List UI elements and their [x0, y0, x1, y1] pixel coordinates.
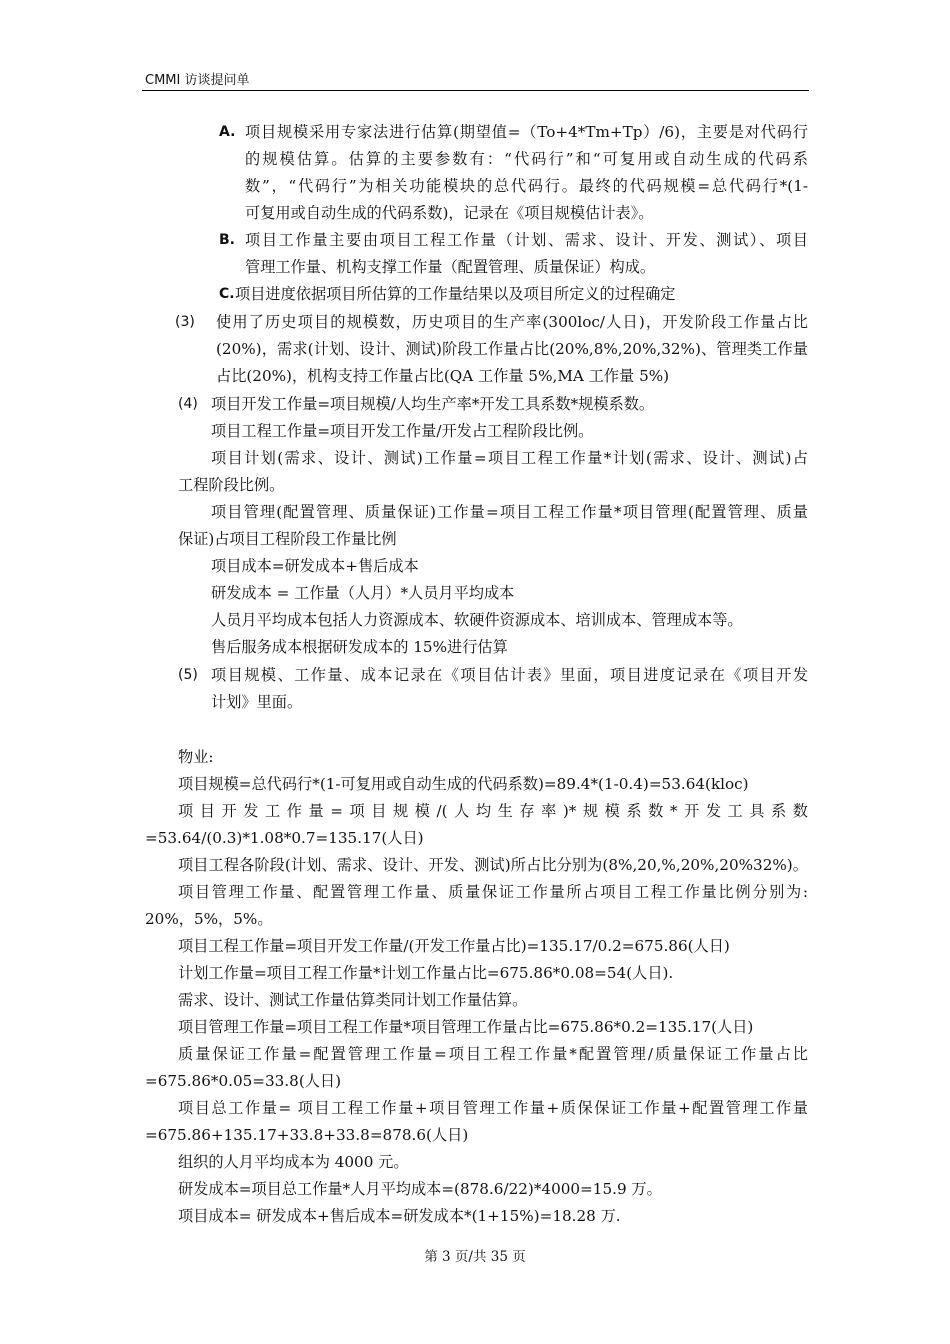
- page-number: 第 3 页/共 35 页: [424, 1249, 526, 1265]
- item-4-line: 保证)占项目工程阶段工作量比例: [178, 530, 397, 548]
- item-b-line: 项目工作量主要由项目工程工作量（计划、需求、设计、开发、测试）、项目: [245, 231, 808, 249]
- example-line: 研发成本=项目总工作量*人月平均成本=(878.6/22)*4000=15.9 万。: [178, 1180, 662, 1198]
- example-line: =53.64/(0.3)*1.08*0.7=135.17(人日): [145, 829, 424, 847]
- example-line: 计划工作量=项目工程工作量*计划工作量占比=675.86*0.08=54(人日).: [178, 964, 674, 982]
- item-4-line: 项目成本=研发成本+售后成本: [211, 557, 419, 575]
- item-a-line: 项目规模采用专家法进行估算(期望值=（To+4*Tm+Tp）/6)，主要是对代码行: [245, 123, 808, 141]
- item-4-line: 人员月平均成本包括人力资源成本、软硬件资源成本、培训成本、管理成本等。: [211, 611, 743, 629]
- example-line: 项目管理工作量、配置管理工作量、质量保证工作量所占项目工程工作量比例分别为:: [178, 883, 808, 901]
- page-footer: [0, 1248, 950, 1266]
- item-5-label: (5): [178, 667, 198, 683]
- item-b-line: 管理工作量、机构支撑工作量（配置管理、质量保证）构成。: [245, 258, 656, 276]
- item-5-line: 计划》里面。: [211, 693, 303, 711]
- item-4-line: 售后服务成本根据研发成本的 15%进行估算: [211, 638, 508, 656]
- example-line: 质量保证工作量=配置管理工作量=项目工程工作量*配置管理/质量保证工作量占比: [178, 1045, 808, 1063]
- item-3-label: (3): [175, 314, 195, 330]
- example-line: 项目开发工作量=项目规模/(人均生存率)*规模系数*开发工具系数: [178, 802, 808, 820]
- example-line: 项目工程各阶段(计划、需求、设计、开发、测试)所占比分别为(8%,20,%,20%,20%32%)。: [178, 856, 808, 874]
- item-a-label: A.: [219, 124, 236, 140]
- item-3-line: 使用了历史项目的规模数，历史项目的生产率(300loc/人日)，开发阶段工作量占比: [216, 313, 808, 331]
- item-4-line: 项目开发工作量=项目规模/人均生产率*开发工具系数*规模系数。: [211, 395, 655, 413]
- item-c-label: C.: [219, 286, 235, 302]
- example-line: 项目规模=总代码行*(1-可复用或自动生成的代码系数)=89.4*(1-0.4)=53.64(kloc): [178, 775, 749, 793]
- item-b-label: B.: [219, 232, 235, 248]
- example-line: 项目工程工作量=项目开发工作量/(开发工作量占比)=135.17/0.2=675.86(人日): [178, 937, 730, 955]
- example-line: =675.86+135.17+33.8+33.8=878.6(人日): [145, 1126, 469, 1144]
- item-4-line: 项目管理(配置管理、质量保证)工作量=项目工程工作量*项目管理(配置管理、质量: [211, 503, 808, 521]
- example-line: 项目管理工作量=项目工程工作量*项目管理工作量占比=675.86*0.2=135.17(人日): [178, 1018, 754, 1036]
- example-line: 组织的人月平均成本为 4000 元。: [178, 1153, 409, 1171]
- item-4-line: 研发成本 = 工作量（人月）*人员月平均成本: [211, 584, 515, 602]
- page-header: CMMI 访谈提问单: [145, 73, 250, 88]
- item-5-line: 项目规模、工作量、成本记录在《项目估计表》里面，项目进度记录在《项目开发: [211, 666, 808, 684]
- header-divider: [142, 90, 809, 91]
- item-3-line: 占比(20%)，机构支持工作量占比(QA 工作量 5%,MA 工作量 5%): [216, 367, 670, 385]
- item-a-line: 的规模估算。估算的主要参数有：“代码行”和“可复用或自动生成的代码系: [245, 150, 808, 168]
- example-line: 需求、设计、测试工作量估算类同计划工作量估算。: [178, 991, 528, 1009]
- example-line: 项目成本= 研发成本+售后成本=研发成本*(1+15%)=18.28 万.: [178, 1207, 621, 1225]
- item-c-line: 项目进度依据项目所估算的工作量结果以及项目所定义的过程确定: [235, 285, 676, 303]
- item-a-line: 可复用或自动生成的代码系数)，记录在《项目规模估计表》。: [245, 204, 654, 222]
- example-line: =675.86*0.05=33.8(人日): [145, 1072, 342, 1090]
- item-4-line: 项目工程工作量=项目开发工作量/开发占工程阶段比例。: [211, 422, 594, 440]
- item-4-label: (4): [178, 396, 198, 412]
- example-line: 项目总工作量= 项目工程工作量+项目管理工作量+质保保证工作量+配置管理工作量: [178, 1099, 808, 1117]
- item-4-line: 项目计划(需求、设计、测试)工作量=项目工程工作量*计划(需求、设计、测试)占: [211, 449, 808, 467]
- item-4-line: 工程阶段比例。: [178, 476, 285, 494]
- example-line: 20%，5%，5%。: [145, 910, 273, 928]
- item-3-line: (20%)，需求(计划、设计、测试)阶段工作量占比(20%,8%,20%,32%)、管理类工作量: [216, 340, 808, 358]
- example-heading: 物业:: [178, 748, 214, 766]
- item-a-line: 数”，“代码行”为相关功能模块的总代码行。最终的代码规模=总代码行*(1-: [245, 177, 808, 195]
